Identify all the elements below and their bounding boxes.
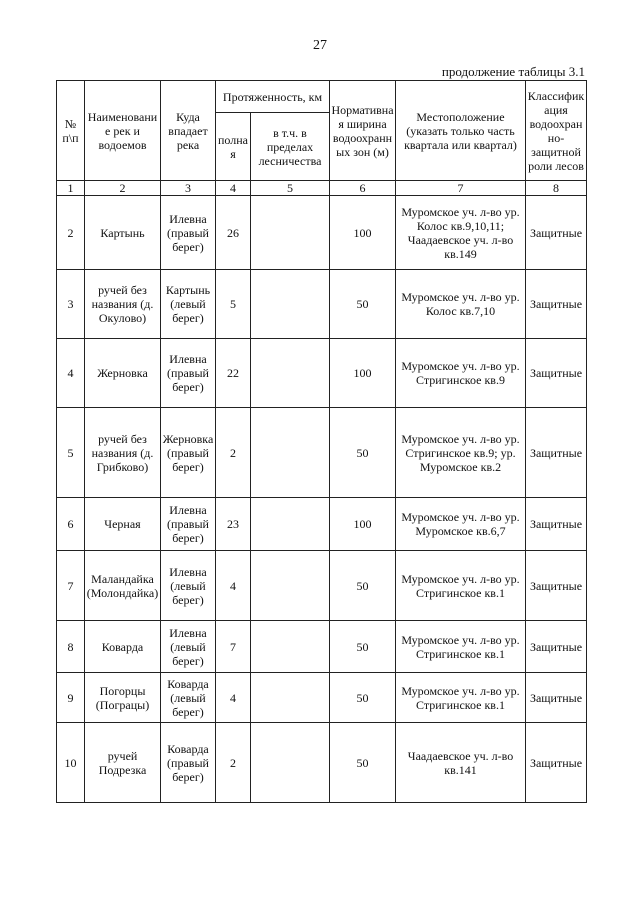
row-num: 4 <box>57 339 85 408</box>
row-location: Муромское уч. л-во ур. Муромское кв.6,7 <box>396 498 526 551</box>
row-num: 10 <box>57 723 85 803</box>
row-inflow: Коварда (правый берег) <box>161 723 216 803</box>
row-classification: Защитные <box>526 408 587 498</box>
table-continuation-label: продолжение таблицы 3.1 <box>441 64 585 79</box>
row-length-forest <box>251 723 330 803</box>
row-location: Муромское уч. л-во ур. Колос кв.7,10 <box>396 270 526 339</box>
header-classification: Классификация водоохранно-защитной роли лесов <box>526 81 587 181</box>
row-num: 5 <box>57 408 85 498</box>
row-length-total: 4 <box>216 673 251 723</box>
row-name: ручей Подрезка <box>85 723 161 803</box>
column-number: 5 <box>251 181 330 196</box>
row-length-total: 7 <box>216 621 251 673</box>
row-length-forest <box>251 498 330 551</box>
row-name: ручей без названия (д. Окулово) <box>85 270 161 339</box>
row-width: 50 <box>330 270 396 339</box>
column-number: 3 <box>161 181 216 196</box>
row-num: 3 <box>57 270 85 339</box>
table-row <box>57 551 587 621</box>
table-row <box>57 408 587 498</box>
row-width: 50 <box>330 723 396 803</box>
column-number: 6 <box>330 181 396 196</box>
column-number: 4 <box>216 181 251 196</box>
header-length-total: полная <box>216 113 251 181</box>
row-location: Муромское уч. л-во ур. Стригинское кв.1 <box>396 551 526 621</box>
row-classification: Защитные <box>526 551 587 621</box>
row-location: Чаадаевское уч. л-во кв.141 <box>396 723 526 803</box>
rivers-table <box>56 80 587 803</box>
row-length-total: 22 <box>216 339 251 408</box>
header-num: № п\п <box>57 81 85 181</box>
row-inflow: Картынь (левый берег) <box>161 270 216 339</box>
row-classification: Защитные <box>526 196 587 270</box>
header-location: Местоположение (указать только часть квартала или квартал) <box>396 81 526 181</box>
row-width: 50 <box>330 621 396 673</box>
column-number: 8 <box>526 181 587 196</box>
row-location: Муромское уч. л-во ур. Колос кв.9,10,11; Чаадаевское уч. л-во кв.149 <box>396 196 526 270</box>
column-number: 1 <box>57 181 85 196</box>
row-width: 100 <box>330 339 396 408</box>
row-classification: Защитные <box>526 621 587 673</box>
header-inflow: Куда впадает река <box>161 81 216 181</box>
row-length-forest <box>251 270 330 339</box>
row-classification: Защитные <box>526 498 587 551</box>
table-row <box>57 196 587 270</box>
header-name: Наименование рек и водоемов <box>85 81 161 181</box>
row-name: Черная <box>85 498 161 551</box>
row-location: Муромское уч. л-во ур. Стригинское кв.1 <box>396 673 526 723</box>
row-inflow: Илевна (левый берег) <box>161 551 216 621</box>
row-name: Коварда <box>85 621 161 673</box>
row-location: Муромское уч. л-во ур. Стригинское кв.9 <box>396 339 526 408</box>
row-length-forest <box>251 196 330 270</box>
row-length-forest <box>251 551 330 621</box>
row-name: Картынь <box>85 196 161 270</box>
row-name: Погорцы (Пограцы) <box>85 673 161 723</box>
table-row <box>57 723 587 803</box>
column-number: 7 <box>396 181 526 196</box>
row-length-total: 23 <box>216 498 251 551</box>
row-width: 100 <box>330 196 396 270</box>
row-inflow: Илевна (правый берег) <box>161 339 216 408</box>
row-inflow: Илевна (левый берег) <box>161 621 216 673</box>
row-location: Муромское уч. л-во ур. Стригинское кв.9; ур. Муромское кв.2 <box>396 408 526 498</box>
row-length-forest <box>251 673 330 723</box>
row-name: Маландайка (Молондайка) <box>85 551 161 621</box>
row-length-total: 2 <box>216 408 251 498</box>
page-number: 27 <box>313 38 327 53</box>
row-num: 8 <box>57 621 85 673</box>
row-width: 50 <box>330 408 396 498</box>
row-length-total: 4 <box>216 551 251 621</box>
row-classification: Защитные <box>526 723 587 803</box>
header-length: Протяженность, км <box>216 81 330 113</box>
row-width: 100 <box>330 498 396 551</box>
table-row <box>57 270 587 339</box>
row-name: ручей без названия (д. Грибково) <box>85 408 161 498</box>
row-length-forest <box>251 621 330 673</box>
row-name: Жерновка <box>85 339 161 408</box>
row-width: 50 <box>330 673 396 723</box>
row-classification: Защитные <box>526 270 587 339</box>
row-length-total: 26 <box>216 196 251 270</box>
row-inflow: Илевна (правый берег) <box>161 498 216 551</box>
row-inflow: Илевна (правый берег) <box>161 196 216 270</box>
row-classification: Защитные <box>526 673 587 723</box>
row-inflow: Коварда (левый берег) <box>161 673 216 723</box>
row-num: 2 <box>57 196 85 270</box>
row-length-forest <box>251 339 330 408</box>
row-width: 50 <box>330 551 396 621</box>
row-length-forest <box>251 408 330 498</box>
column-number: 2 <box>85 181 161 196</box>
row-num: 6 <box>57 498 85 551</box>
table-row <box>57 673 587 723</box>
table-row <box>57 498 587 551</box>
table-row <box>57 339 587 408</box>
row-inflow: Жерновка (правый берег) <box>161 408 216 498</box>
row-length-total: 5 <box>216 270 251 339</box>
row-num: 9 <box>57 673 85 723</box>
table-row <box>57 621 587 673</box>
row-length-total: 2 <box>216 723 251 803</box>
header-width: Нормативная ширина водоохранных зон (м) <box>330 81 396 181</box>
row-location: Муромское уч. л-во ур. Стригинское кв.1 <box>396 621 526 673</box>
header-length-forest: в т.ч. в пределах лесничества <box>251 113 330 181</box>
row-num: 7 <box>57 551 85 621</box>
row-classification: Защитные <box>526 339 587 408</box>
